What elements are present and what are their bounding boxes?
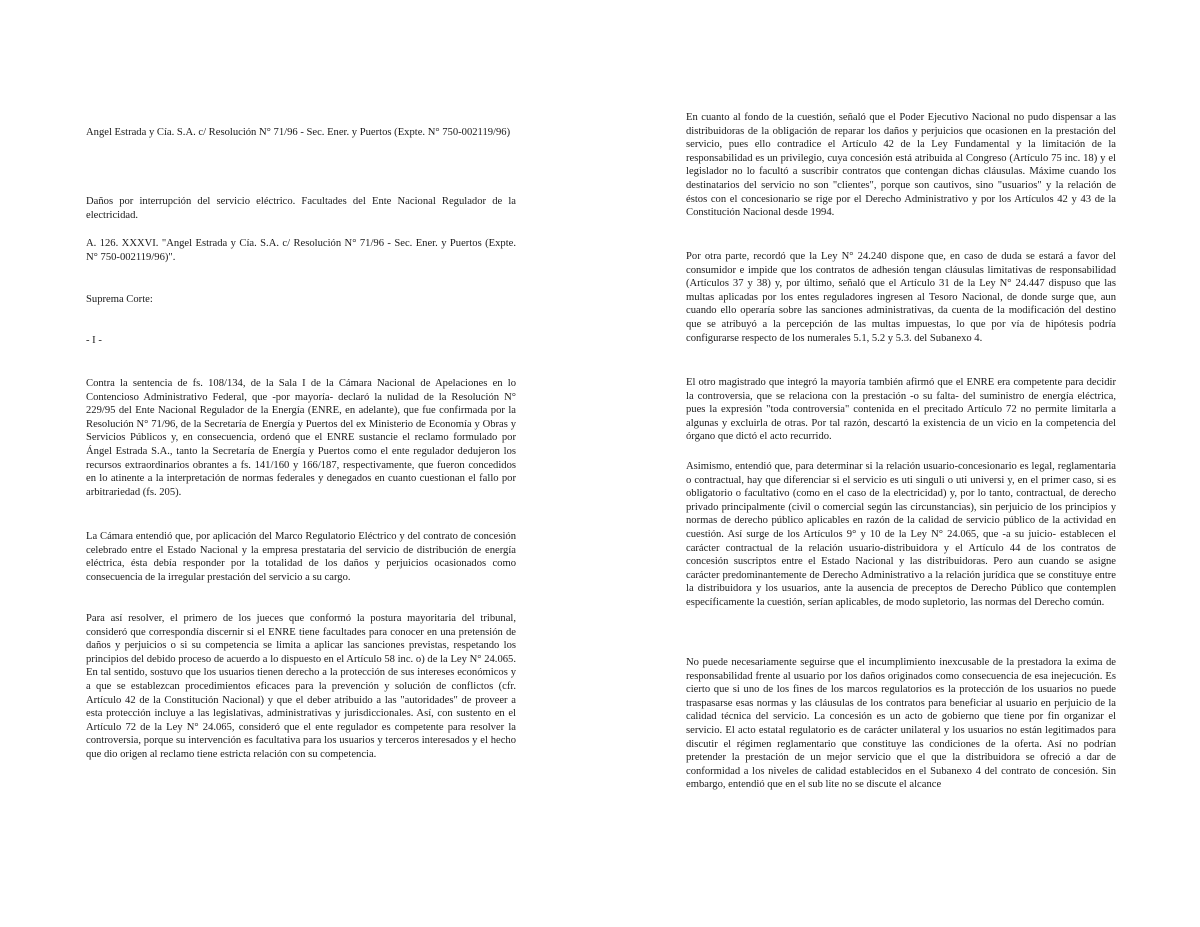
paragraph-block xyxy=(686,460,1116,610)
section-marker-block xyxy=(86,334,516,348)
paragraph-block xyxy=(86,530,516,584)
paragraph-block xyxy=(686,250,1116,345)
paragraph-block xyxy=(86,377,516,499)
addressee-block xyxy=(86,293,516,307)
paragraph: La Cámara entendió que, por aplicación del Marco Regulatorio Eléctrico y del contrato de concesión celebrado entre el Estado Nacional y la empresa prestataria del servicio de distribución de energía eléctrica, ésta debía responder por la totalidad de los daños y perjuicios ocasionados como consecuencia de la irregular prestación del servicio a su cargo. xyxy=(86,531,516,583)
reference-block xyxy=(86,237,516,264)
paragraph: Por otra parte, recordó que la Ley N° 24.240 dispone que, en caso de duda se estará a favor del consumidor e impide que los contratos de adhesión tengan cláusulas limitativas de responsabilidad (Artículos 37 y 38) y, por último, señaló que el Artículo 31 de la Ley N° 24.447 dispuso que las multas aplicadas por los entes reguladores ingresen al Tesoro Nacional, de donde surge que, aun cuando ello operaría sobre las sanciones administrativas, da cuenta de la modificación del destino que se atribuyó a la percepción de las multas impuestas, lo que por vía de hipótesis podría configurarse respecto de los numerales 5.1, 5.2 y 5.3. del Subanexo 4. xyxy=(686,251,1116,344)
case-title-block xyxy=(86,126,516,140)
paragraph: Contra la sentencia de fs. 108/134, de la Sala I de la Cámara Nacional de Apelaciones en lo Contencioso Administrativo Federal, que -por mayoría- declaró la nulidad de la Resolución N° 229/95 del Ente Nacional Regulador de la Energía (ENRE, en adelante), que fue confirmada por la Resolución N° 71/96, de la Secretaría de Energía y Puertos del ex Ministerio de Economía y Obras y Servicios Públicos y, en consecuencia, ordenó que el ENRE sustancie el reclamo formulado por Ángel Estrada S.A., tanto la Secretaría de Energía y Puertos como el ente regulador dedujeron los recursos extraordinarios obrantes a fs. 141/160 y 166/187, respectivamente, que fueron concedidos en lo atinente a la interpretación de normas federales y denegados en cuanto cuestionan el fallo por arbitrariedad (fs. 205). xyxy=(86,378,516,498)
addressee: Suprema Corte: xyxy=(86,294,153,305)
paragraph: Asimismo, entendió que, para determinar si la relación usuario-concesionario es legal, reglamentaria o contractual, hay que diferenciar si el servicio es uti singuli o uti universi y, en el primer caso, si es obligatorio o facultativo (como en el caso de la electricidad) y, por lo tanto, contractual, de derecho privado principalmente (civil o comercial según las circunstancias), sin perjuicio de los principios y normas de derecho público aplicables en razón de la calidad de servicio público de la actividad en cuestión. Así surge de los Artículos 9° y 10 de la Ley N° 24.065, que -a su juicio- establecen el carácter contractual de la relación usuario-distribuidora y el Artículo 44 de los contratos de concesión suscriptos entre el Estado Nacional y las distribuidoras. Pero aun cuando se asigne carácter predominantemente de Derecho Administrativo a la relación jurídica que se constituye entre la distribuidora y los usuarios, ante la ausencia de preceptos de Derecho Público que contemplen específicamente la cuestión, serían aplicables, de modo supletorio, las normas del Derecho común. xyxy=(686,461,1116,608)
paragraph: Para así resolver, el primero de los jueces que conformó la postura mayoritaria del tribunal, consideró que correspondía discernir si el ENRE tiene facultades para conocer en una pretensión de daños y perjuicios o si su competencia se limita a aplicar las sanciones previstas, respetando los principios del debido proceso de acuerdo a lo dispuesto en el Artículo 58 inc. o) de la Ley N° 24.065. En tal sentido, sostuvo que los usuarios tienen derecho a la protección de sus intereses económicos y a que se establezcan procedimientos eficaces para la prevención y solución de conflictos (cfr. Artículo 42 de la Constitución Nacional) y que el deber atribuido a las "autoridades" de proveer a esta protección incluye a las legislativas, administrativas y jurisdiccionales. Así, con sustento en el Artículo 72 de la Ley N° 24.065, consideró que el ente regulador es competente para resolver la controversia, porque su intervención es facultativa para los usuarios y terceros interesados y el hecho que dio origen al reclamo tiene estricta relación con su competencia. xyxy=(86,613,516,760)
section-marker: - I - xyxy=(86,335,102,346)
case-summary: Daños por interrupción del servicio eléctrico. Facultades del Ente Nacional Regulador de la electricidad. xyxy=(86,196,516,221)
paragraph-block xyxy=(86,612,516,762)
case-title: Angel Estrada y Cía. S.A. c/ Resolución N° 71/96 - Sec. Ener. y Puertos (Expte. N° 750-002119/96) xyxy=(86,127,511,138)
paragraph-block xyxy=(686,376,1116,444)
paragraph-block xyxy=(686,656,1116,792)
case-reference: A. 126. XXXVI. "Angel Estrada y Cía. S.A. c/ Resolución N° 71/96 - Sec. Ener. y Puertos (Expte. N° 750-002119/96)". xyxy=(86,238,516,263)
paragraph: En cuanto al fondo de la cuestión, señaló que el Poder Ejecutivo Nacional no pudo dispensar a las distribuidoras de la obligación de reparar los daños y perjuicios que ocasionen en la prestación del servicio, pues ello contradice el Artículo 42 de la Ley Fundamental y la limitación de la responsabilidad es un privilegio, cuya concesión está atribuida al Congreso (Artículo 75 inc. 18) y el legislador no lo facultó a suscribir contratos que contengan dichas cláusulas. Máxime cuando los destinatarios del servicio no son "clientes", porque son cautivos, sino "usuarios" y la relación de éstos con el concesionario se rige por el Derecho Administrativo y por los Artículos 42 y 43 de la Constitución Nacional desde 1994. xyxy=(686,112,1116,219)
right-page xyxy=(600,0,1200,927)
paragraph-block xyxy=(686,111,1116,220)
paragraph: No puede necesariamente seguirse que el incumplimiento inexcusable de la prestadora la exima de responsabilidad frente al usuario por los daños originados como consecuencia de esa inejecución. Es cierto que si uno de los fines de los marcos regulatorios es la protección de los usuarios no puede traspasarse esas normas y las cláusulas de los contratos para beneficiar al usuario en perjuicio de la calidad técnica del servicio. La concesión es un acto de gobierno que tiene por fin organizar el servicio. El acto estatal regulatorio es de carácter unilateral y los usuarios no están legitimados para discutir el régimen reglamentario que constituye las condiciones de la oferta. Así no podrían pretender la prestación de un mejor servicio que el que la distribuidora se ofreció a dar de conformidad a los niveles de calidad establecidos en el Subanexo 4 del contrato de concesión. Sin embargo, entendió que en el sub lite no se discute el alcance xyxy=(686,657,1116,791)
paragraph: El otro magistrado que integró la mayoría también afirmó que el ENRE era competente para decidir la controversia, que se relaciona con la prestación -o su falta- del suministro de energía eléctrica, pues la expresión "toda controversia" contenida en el precitado Artículo 72 no permite limitarla a algunas y excluirla de otras. Por tal razón, descartó la existencia de un vicio en la competencia del órgano que dictó el acto recurrido. xyxy=(686,377,1116,443)
summary-block xyxy=(86,195,516,222)
